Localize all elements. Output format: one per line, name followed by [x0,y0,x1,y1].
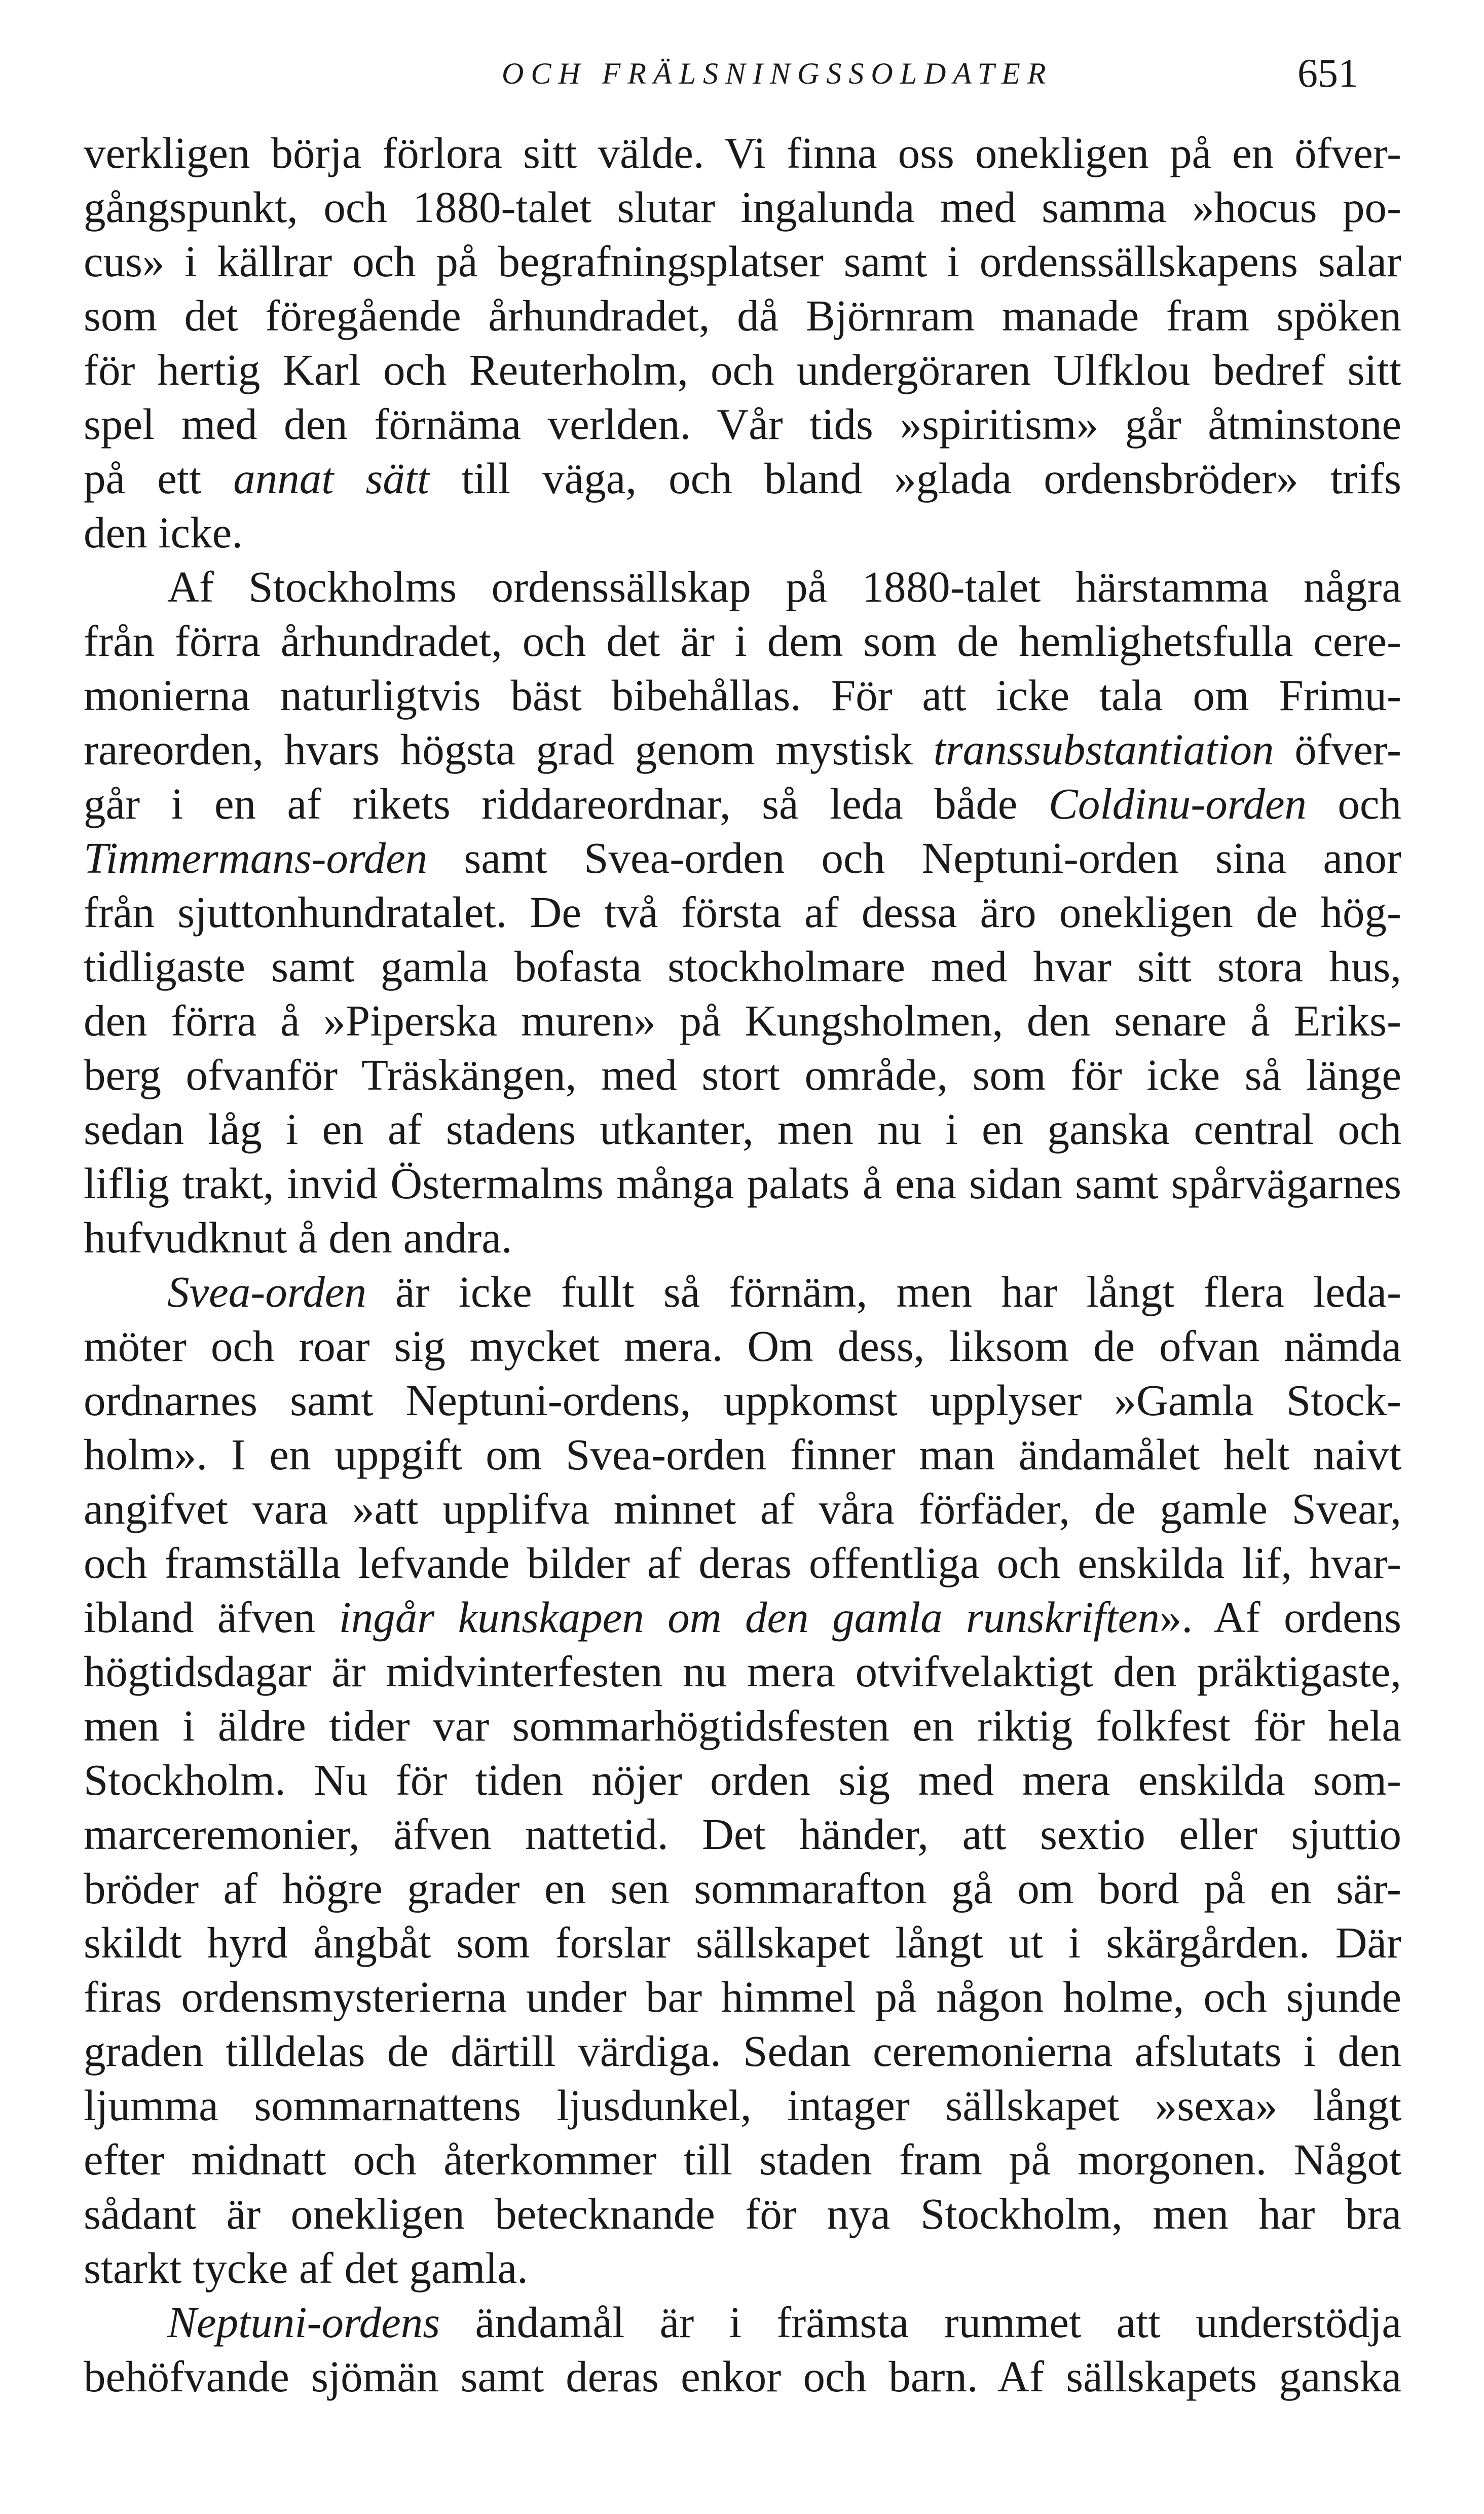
italic-phrase: Svea-orden [167,1267,366,1316]
italic-phrase: Coldinu-orden [1048,779,1307,828]
text-line: spel med den förnäma verlden. Vår tids »spiritism» går åtminstone [84,399,1401,449]
text-line: går i en af rikets riddareordnar, så leda både Coldinu-orden och [84,779,1401,828]
running-head [0,46,1484,101]
italic-phrase: transsubstantiation [933,725,1274,774]
text-line: möter och roar sig mycket mera. Om dess, liksom de ofvan nämda [84,1321,1401,1371]
page-number: 651 [1297,51,1358,96]
text-line: angifvet vara »att upplifva minnet af våra förfäder, de gamle Svear, [84,1484,1401,1533]
text-line: och framställa lefvande bilder af deras offentliga och enskilda lif, hvar- [84,1538,1401,1587]
text-line: verkligen börja förlora sitt välde. Vi finna oss onekligen på en öfver- [84,128,1401,177]
text-line: Neptuni-ordens ändamål är i främsta rummet att understödja [167,2298,1401,2347]
text-line: den förra å »Piperska muren» på Kungsholmen, den senare å Eriks- [84,996,1401,1045]
italic-phrase: annat sätt [233,454,430,503]
text-line: den icke. [84,508,243,557]
text-line: från förra århundradet, och det är i dem som de hemlighetsfulla cere- [84,616,1401,666]
text-line: hufvudknut å den andra. [84,1213,512,1262]
text-line: monierna naturligtvis bäst bibehållas. För att icke tala om Frimu- [84,671,1401,720]
text-line: graden tilldelas de därtill värdiga. Sedan ceremonierna afslutats i den [84,2026,1401,2076]
text-line: skildt hyrd ångbåt som forslar sällskapet långt ut i skärgården. Där [84,1918,1401,1967]
text-line: men i äldre tider var sommarhögtidsfesten en riktig folkfest för hela [84,1701,1401,1750]
text-line: starkt tycke af det gamla. [84,2243,528,2293]
text-line: gångspunkt, och 1880-talet slutar ingalunda med samma »hocus po- [84,182,1401,232]
text-line: sådant är onekligen betecknande för nya Stockholm, men har bra [84,2189,1401,2238]
body-text [84,126,1401,2404]
text-line: ljumma sommarnattens ljusdunkel, intager sällskapet »sexa» långt [84,2081,1401,2130]
text-line: berg ofvanför Träskängen, med stort område, som för icke så länge [84,1050,1401,1099]
text-line: behöfvande sjömän samt deras enkor och barn. Af sällskapets ganska [84,2352,1401,2401]
text-line: liflig trakt, invid Östermalms många palats å ena sidan samt spårvägarnes [84,1159,1401,1208]
running-title: OCH FRÄLSNINGSSOLDATER [502,57,1053,90]
text-line: från sjuttonhundratalet. De två första af dessa äro onekligen de hög- [84,888,1401,937]
text-line: som det föregående århundradet, då Björnram manade fram spöken [84,291,1401,340]
text-line: Timmermans-orden samt Svea-orden och Neptuni-orden sina anor [84,833,1401,882]
italic-phrase: Neptuni-ordens [167,2298,440,2347]
text-line: Af Stockholms ordenssällskap på 1880-talet härstamma några [167,562,1401,611]
italic-phrase: Timmermans-orden [84,833,428,882]
text-line: högtidsdagar är midvinterfesten nu mera otvifvelaktigt den präktigaste, [84,1647,1401,1696]
text-line: firas ordensmysterierna under bar himmel på någon holme, och sjunde [84,1972,1401,2021]
text-line: ordnarnes samt Neptuni-ordens, uppkomst upplyser »Gamla Stock- [84,1376,1401,1425]
text-line: för hertig Karl och Reuterholm, och undergöraren Ulfklou bedref sitt [84,345,1401,394]
text-line: cus» i källrar och på begrafningsplatser samt i ordenssällskapens salar [84,237,1401,286]
italic-phrase: ingår kunskapen om den gamla runskriften [339,1593,1160,1642]
text-line: ibland äfven ingår kunskapen om den gamla runskriften». Af ordens [84,1593,1401,1642]
text-line: Svea-orden är icke fullt så förnäm, men har långt flera leda- [167,1267,1401,1316]
text-line: Stockholm. Nu för tiden nöjer orden sig med mera enskilda som- [84,1755,1401,1804]
text-line: på ett annat sätt till väga, och bland »glada ordensbröder» trifs [84,454,1401,503]
text-line: rareorden, hvars högsta grad genom mystisk transsubstantiation öfver- [84,725,1401,774]
text-line: holm». I en uppgift om Svea-orden finner man ändamålet helt naivt [84,1430,1401,1479]
text-line: marceremonier, äfven nattetid. Det händer, att sextio eller sjuttio [84,1809,1401,1859]
text-line: tidligaste samt gamla bofasta stockholmare med hvar sitt stora hus, [84,942,1401,991]
text-line: efter midnatt och återkommer till staden fram på morgonen. Något [84,2135,1401,2184]
text-line: sedan låg i en af stadens utkanter, men nu i en ganska central och [84,1104,1401,1154]
text-line: bröder af högre grader en sen sommarafton gå om bord på en sär- [84,1864,1401,1913]
